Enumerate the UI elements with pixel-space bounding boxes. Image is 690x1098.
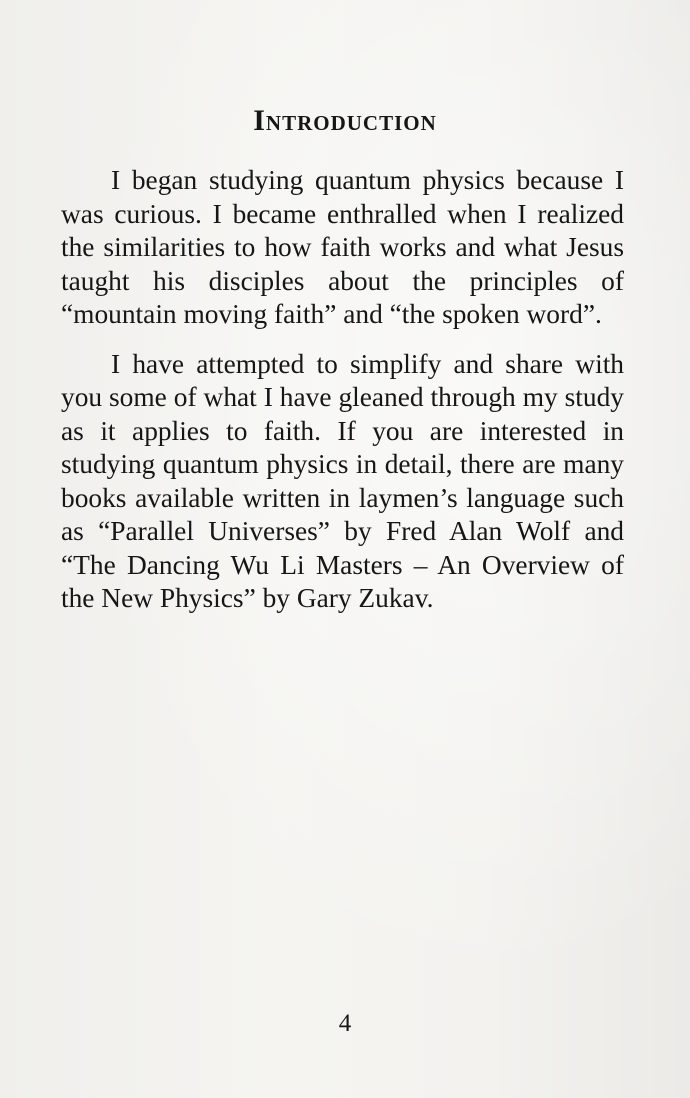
page-title: Introduction (253, 104, 437, 137)
paragraph-1: I began studying quantum physics because I was curious. I became enthralled when I realized the similarities to how faith works and what Jesus taught his disciples about the principles of “mountain moving faith” and “the spoken word”. (61, 165, 624, 329)
body-text (61, 164, 624, 632)
paragraph-2: I have attempted to simplify and share with you some of what I have gleaned through my study as it applies to faith. If you are interested in studying quantum physics in detail, there are many books available written in laymen’s language such as “Parallel Universes” by Fred Alan Wolf and “The Dancing Wu Li Masters – An Overview of the New Physics” by Gary Zukav. (61, 348, 624, 613)
show-through-decoration (300, 640, 630, 772)
page-number: 4 (338, 1010, 352, 1037)
